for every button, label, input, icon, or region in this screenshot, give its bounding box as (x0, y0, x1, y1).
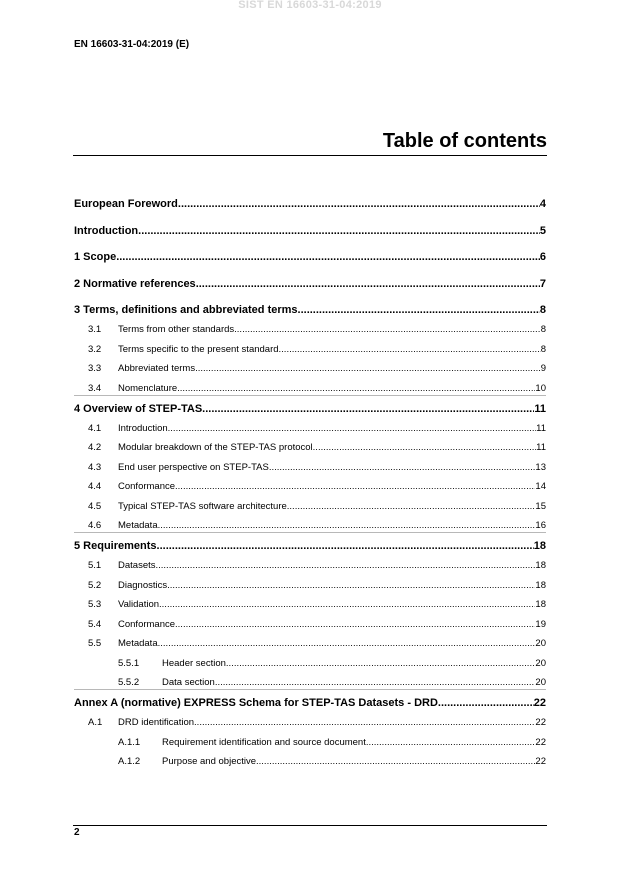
toc-dot-leader (256, 756, 535, 767)
toc-entry[interactable] (74, 520, 546, 531)
section-separator (74, 395, 546, 396)
toc-dot-leader (158, 638, 536, 649)
page-number: 2 (74, 827, 80, 838)
toc-entry[interactable] (74, 560, 546, 571)
toc-entry[interactable] (74, 580, 546, 591)
toc-entry-number: 3.3 (88, 363, 102, 374)
toc-entry-page: 11 (534, 402, 546, 415)
toc-entry-number: 5.2 (88, 579, 102, 591)
toc-entry-page: 8 (539, 304, 546, 316)
toc-entry-number: 4.2 (88, 442, 102, 453)
toc-entry-number: 3.2 (88, 343, 102, 355)
toc-entry-number: 5.5 (88, 638, 102, 649)
toc-entry-title: Nomenclature (118, 382, 178, 394)
toc-entry-title: Requirement identification and source document (162, 736, 366, 748)
toc-entry-page: 22 (535, 717, 546, 728)
toc-entry-page: 7 (539, 277, 546, 290)
toc-dot-leader (366, 737, 536, 748)
toc-entry-number: 5.5.2 (118, 677, 140, 688)
toc-entry[interactable] (74, 599, 546, 610)
toc-entry[interactable] (74, 403, 546, 415)
toc-entry-title: Modular breakdown of the STEP-TAS protocol (118, 442, 313, 453)
toc-entry-page: 18 (535, 560, 546, 571)
toc-entry[interactable] (74, 324, 546, 335)
toc-entry-number: 4.4 (88, 481, 102, 492)
toc-entry-page: 13 (535, 461, 546, 473)
toc-dot-leader (175, 619, 535, 630)
toc-entry-page: 22 (535, 736, 546, 748)
toc-dot-leader (194, 717, 535, 728)
toc-dot-leader (196, 278, 540, 290)
toc-entry[interactable] (74, 540, 546, 552)
toc-entry-page: 6 (539, 251, 546, 263)
toc-entry[interactable] (74, 278, 546, 290)
toc-entry-title: End user perspective on STEP-TAS (118, 461, 269, 473)
toc-entry-number: A.1 (88, 717, 103, 728)
toc-entry-title: Abbreviated terms (118, 363, 196, 374)
toc-entry[interactable] (118, 756, 546, 767)
toc-entry[interactable] (74, 619, 546, 630)
toc-entry-number: A.1.2 (118, 756, 141, 767)
toc-entry-title: Conformance (118, 481, 176, 492)
toc-entry-page: 18 (533, 540, 546, 552)
toc-entry-title: Diagnostics (118, 579, 168, 591)
toc-dot-leader (202, 403, 534, 415)
toc-entry-title: Conformance (118, 618, 176, 630)
footer-divider (73, 825, 547, 826)
toc-entry[interactable] (74, 383, 546, 394)
toc-entry-page: 8 (540, 324, 546, 335)
toc-entry[interactable] (118, 658, 546, 669)
toc-entry-title: Validation (118, 599, 160, 610)
page-title: Table of contents (382, 130, 547, 152)
toc-entry-page: 18 (535, 599, 546, 610)
toc-entry[interactable] (74, 198, 546, 210)
toc-entry-page: 9 (540, 363, 546, 374)
toc-entry-page: 20 (535, 638, 546, 649)
toc-dot-leader (226, 658, 536, 669)
toc-entry-page: 11 (536, 442, 546, 453)
toc-entry-title: DRD identification (118, 717, 195, 728)
toc-entry-number: 4.5 (88, 500, 102, 512)
toc-entry[interactable] (74, 251, 546, 263)
toc-entry-page: 20 (535, 677, 546, 688)
toc-dot-leader (234, 324, 541, 335)
toc-entry-title: European Foreword (74, 198, 178, 210)
toc-entry-number: A.1.1 (118, 736, 141, 748)
toc-entry-title: Terms from other standards (118, 324, 235, 335)
toc-entry-title: Introduction (118, 422, 168, 434)
toc-entry-title: 5 Requirements (74, 540, 157, 552)
toc-entry-title: 3 Terms, definitions and abbreviated terms (74, 304, 298, 316)
toc-dot-leader (116, 251, 540, 263)
toc-dot-leader (168, 423, 536, 434)
toc-entry-title: 2 Normative references (74, 277, 196, 290)
toc-entry-number: 4.6 (88, 520, 102, 531)
toc-entry-title: Datasets (118, 560, 156, 571)
toc-entry[interactable] (74, 481, 546, 492)
toc-entry-page: 18 (535, 579, 546, 591)
document-id: EN 16603-31-04:2019 (E) (74, 39, 190, 50)
toc-entry-number: 5.4 (88, 618, 102, 630)
toc-entry[interactable] (74, 717, 546, 728)
toc-dot-leader (298, 304, 540, 316)
toc-entry[interactable] (74, 638, 546, 649)
toc-entry[interactable] (74, 501, 546, 512)
toc-entry[interactable] (74, 225, 546, 237)
toc-entry-title: Typical STEP-TAS software architecture (118, 500, 287, 512)
toc-entry[interactable] (74, 697, 546, 709)
toc-dot-leader (175, 481, 535, 492)
toc-entry-number: 5.3 (88, 599, 102, 610)
toc-dot-leader (215, 677, 536, 688)
toc-entry-number: 4.1 (88, 422, 102, 434)
toc-dot-leader (159, 599, 535, 610)
toc-entry[interactable] (74, 462, 546, 473)
toc-entry[interactable] (74, 423, 546, 434)
toc-entry-page: 10 (535, 382, 546, 394)
toc-dot-leader (269, 462, 536, 473)
section-separator (74, 532, 546, 533)
toc-entry-title: Data section (162, 677, 215, 688)
toc-entry-page: 15 (535, 500, 546, 512)
toc-dot-leader (156, 560, 536, 571)
toc-dot-leader (279, 344, 541, 355)
toc-entry-title: Metadata (118, 520, 158, 531)
section-separator (74, 689, 546, 690)
toc-entry-number: 5.1 (88, 560, 102, 571)
toc-dot-leader (177, 383, 535, 394)
toc-entry-page: 8 (540, 343, 546, 355)
toc-entry-page: 20 (535, 657, 546, 669)
toc-entry-number: 3.1 (88, 324, 102, 335)
toc-entry[interactable] (118, 677, 546, 688)
toc-entry[interactable] (74, 363, 546, 374)
toc-dot-leader (438, 697, 534, 709)
title-divider (73, 155, 547, 156)
toc-entry-title: 1 Scope (74, 251, 117, 263)
toc-dot-leader (157, 540, 534, 552)
toc-entry-title: 4 Overview of STEP-TAS (74, 402, 203, 415)
toc-entry-title: Header section (162, 657, 226, 669)
toc-entry-title: Terms specific to the present standard (118, 343, 279, 355)
toc-entry-number: 5.5.1 (118, 657, 140, 669)
toc-entry-number: 3.4 (88, 382, 102, 394)
toc-dot-leader (287, 501, 536, 512)
toc-entry-title: Metadata (118, 638, 158, 649)
toc-entry-title: Annex A (normative) EXPRESS Schema for STEP-TAS Datasets - DRD (74, 697, 438, 709)
toc-entry[interactable] (118, 737, 546, 748)
toc-entry-title: Purpose and objective (162, 756, 257, 767)
toc-entry-page: 5 (539, 224, 546, 237)
toc-entry-number: 4.3 (88, 461, 102, 473)
toc-entry-title: Introduction (74, 224, 139, 237)
toc-entry-page: 22 (533, 697, 546, 709)
toc-entry-page: 11 (536, 422, 546, 434)
toc-entry-page: 16 (535, 520, 546, 531)
toc-entry-page: 14 (535, 481, 546, 492)
watermark: SIST EN 16603-31-04:2019 (238, 0, 382, 11)
toc-dot-leader (178, 198, 540, 210)
toc-dot-leader (167, 580, 535, 591)
toc-entry[interactable] (74, 442, 546, 453)
toc-dot-leader (158, 520, 536, 531)
toc-entry-page: 4 (539, 198, 546, 210)
toc-dot-leader (138, 225, 540, 237)
toc-dot-leader (313, 442, 536, 453)
toc-entry[interactable] (74, 344, 546, 355)
toc-entry[interactable] (74, 304, 546, 316)
toc-dot-leader (195, 363, 541, 374)
toc-entry-page: 19 (535, 618, 546, 630)
toc-entry-page: 22 (535, 756, 546, 767)
